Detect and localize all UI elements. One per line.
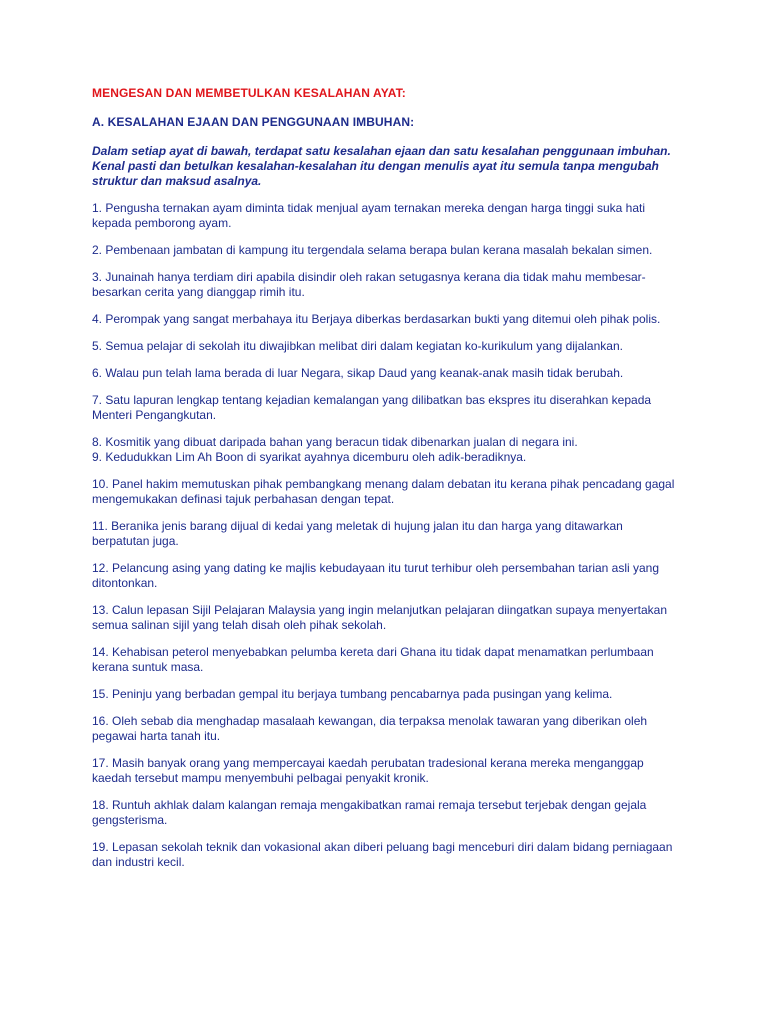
question-item: 2. Pembenaan jambatan di kampung itu tergendala selama berapa bulan kerana masalah bekalan simen.: [92, 243, 653, 257]
question-item: 1. Pengusha ternakan ayam diminta tidak menjual ayam ternakan mereka dengan harga tinggi suka hati kepada pemborong ayam.: [92, 201, 646, 230]
question-item: 12. Pelancung asing yang dating ke majlis kebudayaan itu turut terhibur oleh persembahan tarian asli yang ditontonkan.: [92, 561, 660, 590]
instructions-paragraph: Dalam setiap ayat di bawah, terdapat satu kesalahan ejaan dan satu kesalahan penggunaan imbuhan. Kenal pasti dan betulkan kesalahan-kesalahan itu dengan menulis ayat itu semula tanpa mengubah struktur dan maksud asalnya.: [92, 144, 671, 188]
question-item: 8. Kosmitik yang dibuat daripada bahan yang beracun tidak dibenarkan jualan di negara ini.: [92, 435, 578, 449]
question-item: 19. Lepasan sekolah teknik dan vokasional akan diberi peluang bagi menceburi diri dalam bidang perniagaan dan industri kecil.: [92, 840, 673, 869]
question-item: 15. Peninju yang berbadan gempal itu berjaya tumbang pencabarnya pada pusingan yang kelima.: [92, 687, 613, 701]
question-item: 9. Kedudukkan Lim Ah Boon di syarikat ayahnya dicemburu oleh adik-beradiknya.: [92, 450, 527, 464]
question-item: 11. Beranika jenis barang dijual di kedai yang meletak di hujung jalan itu dan harga yang ditawarkan berpatutan juga.: [92, 519, 623, 548]
question-item: 6. Walau pun telah lama berada di luar Negara, sikap Daud yang keanak-anak masih tidak berubah.: [92, 366, 624, 380]
question-item: 18. Runtuh akhlak dalam kalangan remaja mengakibatkan ramai remaja tersebut terjebak dengan gejala gengsterisma.: [92, 798, 647, 827]
document-content: [92, 86, 682, 882]
question-item: 3. Junainah hanya terdiam diri apabila disindir oleh rakan setugasnya kerana dia tidak mahu membesar-besarkan cerita yang dianggap rimih itu.: [92, 270, 646, 299]
section-heading: A. KESALAHAN EJAAN DAN PENGGUNAAN IMBUHAN:: [92, 115, 415, 129]
question-item: 10. Panel hakim memutuskan pihak pembangkang menang dalam debatan itu kerana pihak pencadang gagal mengemukakan definasi tajuk perbahasan dengan tepat.: [92, 477, 675, 506]
question-item: 5. Semua pelajar di sekolah itu diwajibkan melibat diri dalam kegiatan ko-kurikulum yang dijalankan.: [92, 339, 623, 353]
question-list: [92, 201, 682, 870]
document-title: MENGESAN DAN MEMBETULKAN KESALAHAN AYAT:: [92, 86, 406, 100]
question-item: 16. Oleh sebab dia menghadap masalaah kewangan, dia terpaksa menolak tawaran yang diberikan oleh pegawai harta tanah itu.: [92, 714, 648, 743]
question-item: 17. Masih banyak orang yang mempercayai kaedah perubatan tradesional kerana mereka menganggap kaedah tersebut mampu menyembuhi pelbagai penyakit kronik.: [92, 756, 644, 785]
question-item: 14. Kehabisan peterol menyebabkan pelumba kereta dari Ghana itu tidak dapat menamatkan perlumbaan kerana suntuk masa.: [92, 645, 654, 674]
question-item: 13. Calun lepasan Sijil Pelajaran Malaysia yang ingin melanjutkan pelajaran diingatkan supaya menyertakan semua salinan sijil yang telah disah oleh pihak sekolah.: [92, 603, 668, 632]
question-item: 4. Perompak yang sangat merbahaya itu Berjaya diberkas berdasarkan bukti yang ditemui oleh pihak polis.: [92, 312, 661, 326]
question-item: 7. Satu lapuran lengkap tentang kejadian kemalangan yang dilibatkan bas ekspres itu diserahkan kepada Menteri Pengangkutan.: [92, 393, 652, 422]
